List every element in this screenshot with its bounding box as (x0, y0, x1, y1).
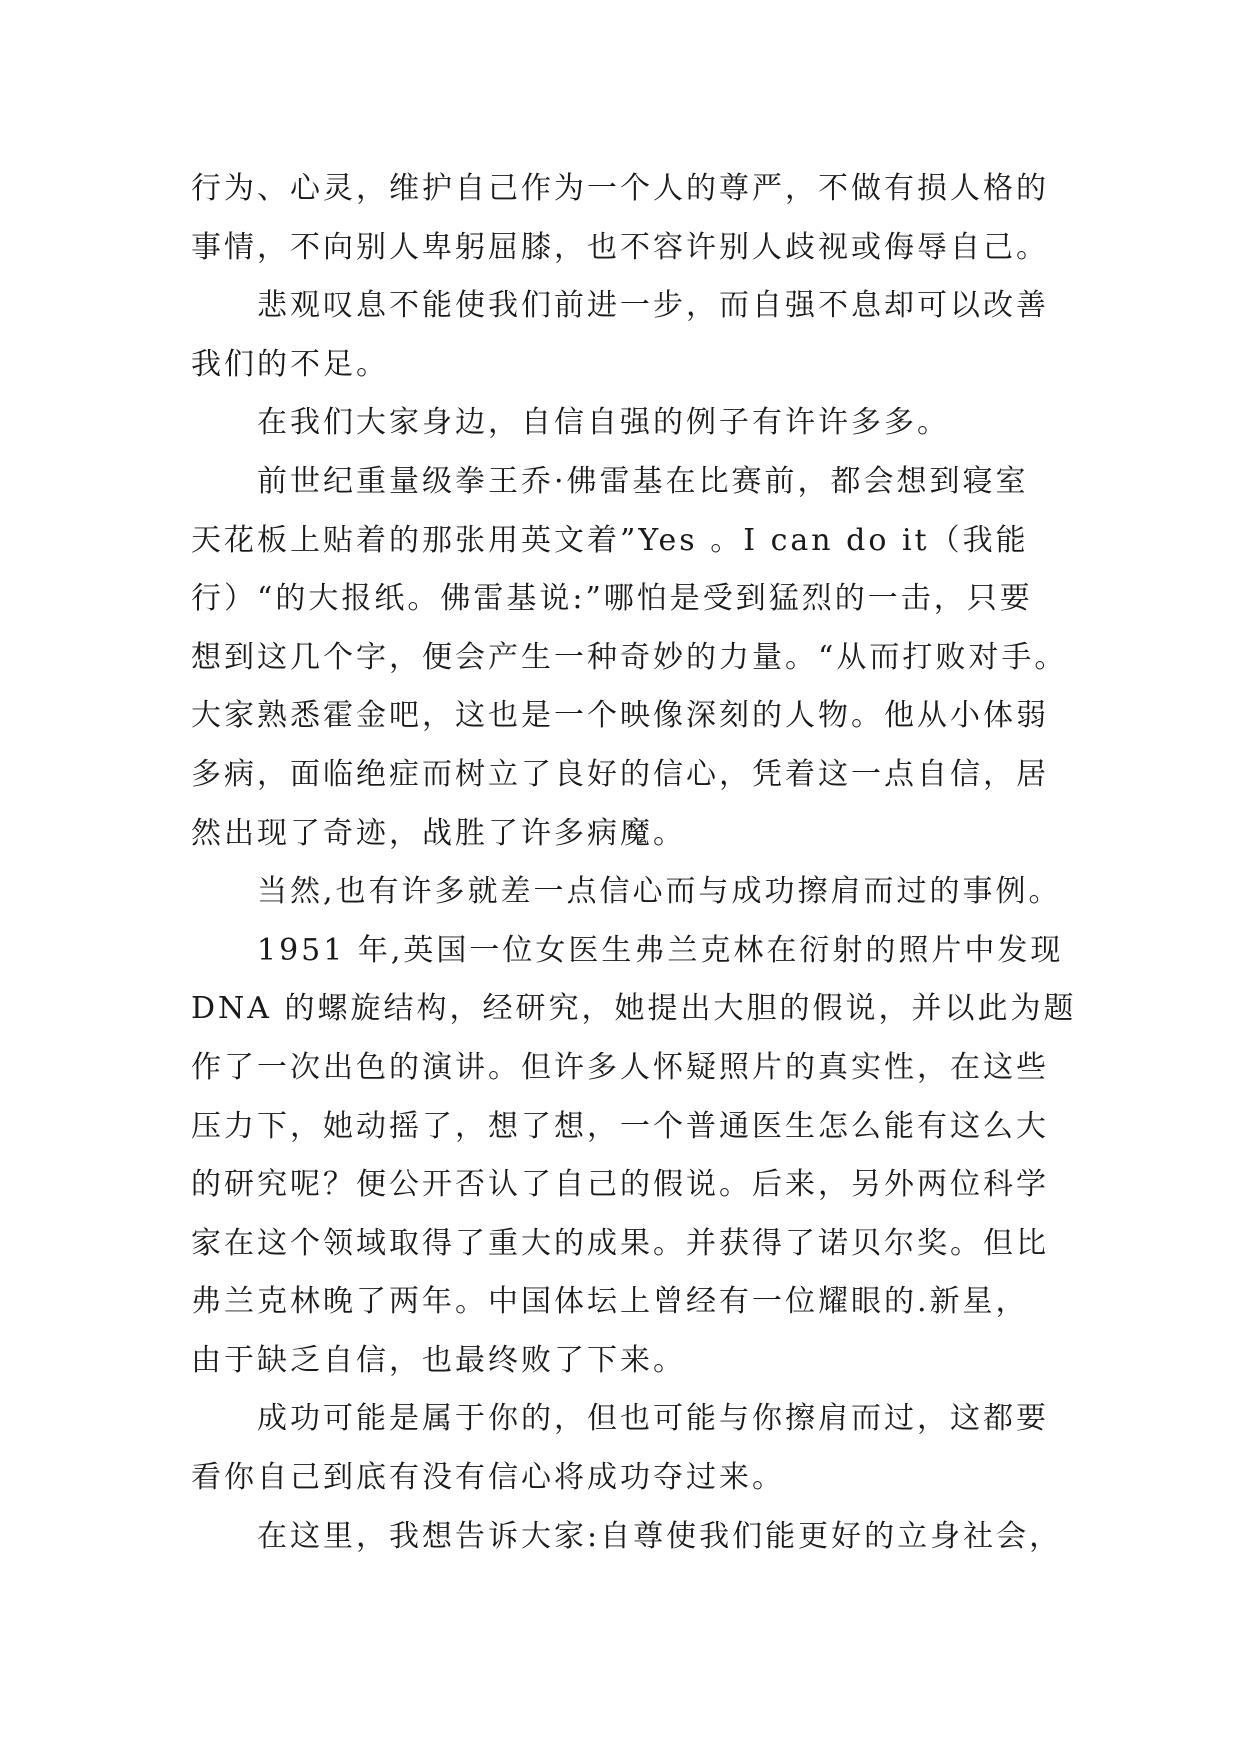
text-line: 作了一次出色的演讲。但许多人怀疑照片的真实性，在这些 (191, 1049, 1049, 1085)
text-line: 在这里，我想告诉大家:自尊使我们能更好的立身社会， (257, 1518, 1063, 1554)
text-line: 我们的不足。 (191, 346, 389, 382)
text-line: 前世纪重量级拳王乔·佛雷基在比赛前，都会想到寝室 (257, 463, 1029, 499)
text-line: 大家熟悉霍金吧，这也是一个映像深刻的人物。他从小体弱 (191, 698, 1049, 734)
text-line: DNA 的螺旋结构，经研究，她提出大胆的假说，并以此为题 (191, 991, 1077, 1027)
text-line: 在我们大家身边，自信自强的例子有许许多多。 (257, 405, 950, 441)
text-line: 弗兰克林晚了两年。中国体坛上曾经有一位耀眼的.新星， (191, 1284, 1029, 1320)
text-line: 事情，不向别人卑躬屈膝，也不容许别人歧视或侮辱自己。 (191, 229, 1049, 265)
text-line: 家在这个领域取得了重大的成果。并获得了诺贝尔奖。但比 (191, 1225, 1049, 1261)
text-line: 行）“的大报纸。佛雷基说:”哪怕是受到猛烈的一击，只要 (191, 581, 1033, 617)
text-line: 成功可能是属于你的，但也可能与你擦肩而过，这都要 (257, 1401, 1049, 1437)
text-line: 的研究呢？便公开否认了自己的假说。后来，另外两位科学 (191, 1167, 1049, 1203)
text-line: 天花板上贴着的那张用英文着”Yes 。I can do it（我能 (191, 522, 1029, 558)
text-line: 然出现了奇迹，战胜了许多病魔。 (191, 815, 686, 851)
text-line: 行为、心灵，维护自己作为一个人的尊严，不做有损人格的 (191, 171, 1049, 206)
text-line: 由于缺乏自信，也最终败了下来。 (191, 1342, 686, 1378)
text-line: 悲观叹息不能使我们前进一步，而自强不息却可以改善 (257, 288, 1049, 324)
text-line: 1951 年,英国一位女医生弗兰克林在衍射的照片中发现 (257, 932, 1064, 968)
text-line: 想到这几个字，便会产生一种奇妙的力量。“从而打败对手。 (191, 639, 1068, 675)
body-text (191, 160, 1077, 1566)
text-line: 压力下，她动摇了，想了想，一个普通医生怎么能有这么大 (191, 1108, 1049, 1144)
text-line: 多病，面临绝症而树立了良好的信心，凭着这一点自信，居 (191, 756, 1049, 792)
text-line: 当然,也有许多就差一点信心而与成功擦肩而过的事例。 (257, 874, 1062, 910)
text-line: 看你自己到底有没有信心将成功夺过来。 (191, 1460, 785, 1496)
